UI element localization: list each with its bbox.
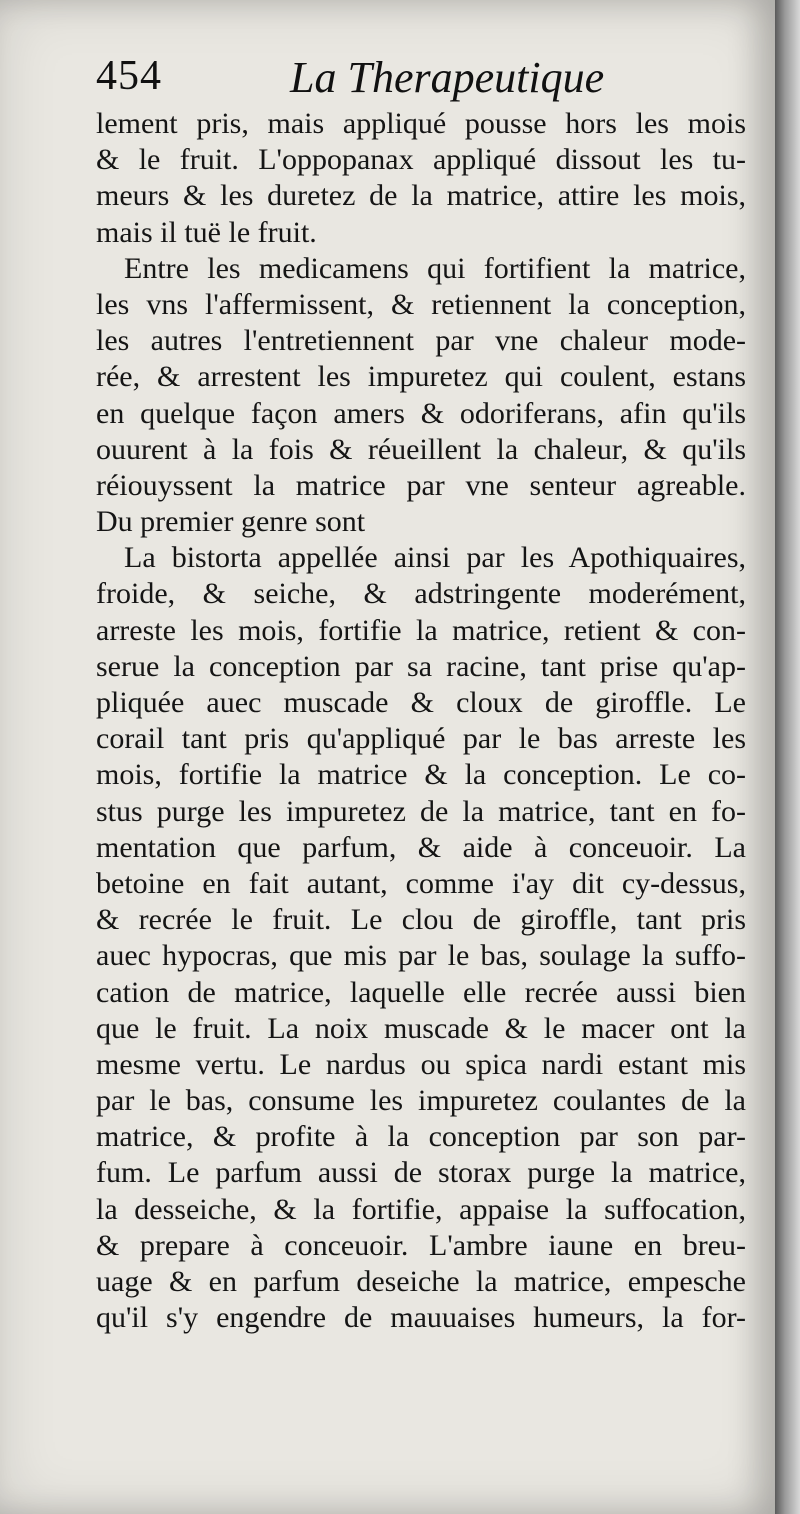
text-line: serue la conception par sa racine, tant prise qu'ap- bbox=[96, 649, 746, 683]
text-line: mais il tuë le fruit. bbox=[96, 215, 317, 249]
text-line: auec hypocras, que mis par le bas, soulage la suffo- bbox=[96, 939, 746, 973]
text-line: mois, fortifie la matrice & la conception. Le co- bbox=[96, 758, 746, 792]
page-number: 454 bbox=[96, 53, 162, 99]
text-line: fum. Le parfum aussi de storax purge la matrice, bbox=[96, 1156, 746, 1190]
text-line: La bistorta appellée ainsi par les Apothiquaires, bbox=[124, 541, 746, 575]
running-title: La Therapeutique bbox=[290, 53, 605, 102]
text-line: par le bas, consume les impuretez coulantes de la bbox=[96, 1084, 746, 1118]
text-line: corail tant pris qu'appliqué par le bas arreste les bbox=[96, 722, 746, 756]
text-line: cation de matrice, laquelle elle recrée aussi bien bbox=[96, 975, 746, 1009]
text-line: en quelque façon amers & odoriferans, afin qu'ils bbox=[96, 396, 746, 430]
text-line: stus purge les impuretez de la matrice, tant en fo- bbox=[96, 794, 746, 828]
text-line: réiouyssent la matrice par vne senteur agreable. bbox=[96, 468, 746, 502]
text-line: matrice, & profite à la conception par son par- bbox=[96, 1120, 746, 1154]
body-text bbox=[96, 106, 746, 1336]
page-header bbox=[96, 52, 756, 112]
text-line: mentation que parfum, & aide à conceuoir. La bbox=[96, 830, 746, 864]
text-line: arreste les mois, fortifie la matrice, retient & con- bbox=[96, 613, 746, 647]
text-line: meurs & les duretez de la matrice, attire les mois, bbox=[96, 179, 746, 213]
text-line: Du premier genre sont bbox=[96, 505, 366, 539]
text-line: que le fruit. La noix muscade & le macer ont la bbox=[96, 1011, 746, 1045]
page-edge bbox=[775, 0, 800, 1514]
text-line: uage & en parfum deseiche la matrice, empesche bbox=[96, 1265, 746, 1298]
text-line: Entre les medicamens qui fortifient la matrice, bbox=[124, 251, 746, 285]
text-line: pliquée auec muscade & cloux de giroffle. Le bbox=[96, 686, 746, 719]
text-line: rée, & arrestent les impuretez qui coulent, estans bbox=[96, 360, 746, 394]
text-line: lement pris, mais appliqué pousse hors les mois bbox=[96, 107, 746, 140]
text-line: les autres l'entretiennent par vne chaleur mode- bbox=[96, 324, 746, 358]
text-line: & prepare à conceuoir. L'ambre iaune en breu- bbox=[96, 1228, 746, 1262]
text-line: froide, & seiche, & adstringente moderément, bbox=[96, 577, 746, 611]
text-line: betoine en fait autant, comme i'ay dit cy-dessus, bbox=[96, 866, 746, 900]
text-line: mesme vertu. Le nardus ou spica nardi estant mis bbox=[96, 1047, 746, 1081]
text-line: les vns l'affermissent, & retiennent la conception, bbox=[96, 287, 746, 321]
text-line: la desseiche, & la fortifie, appaise la suffocation, bbox=[96, 1192, 746, 1226]
text-line: qu'il s'y engendre de mauuaises humeurs, la for- bbox=[96, 1301, 746, 1335]
text-line: & recrée le fruit. Le clou de giroffle, tant pris bbox=[96, 903, 746, 937]
text-line: & le fruit. L'oppopanax appliqué dissout les tu- bbox=[96, 143, 746, 177]
text-line: ouurent à la fois & réueillent la chaleur, & qu'ils bbox=[96, 432, 746, 466]
